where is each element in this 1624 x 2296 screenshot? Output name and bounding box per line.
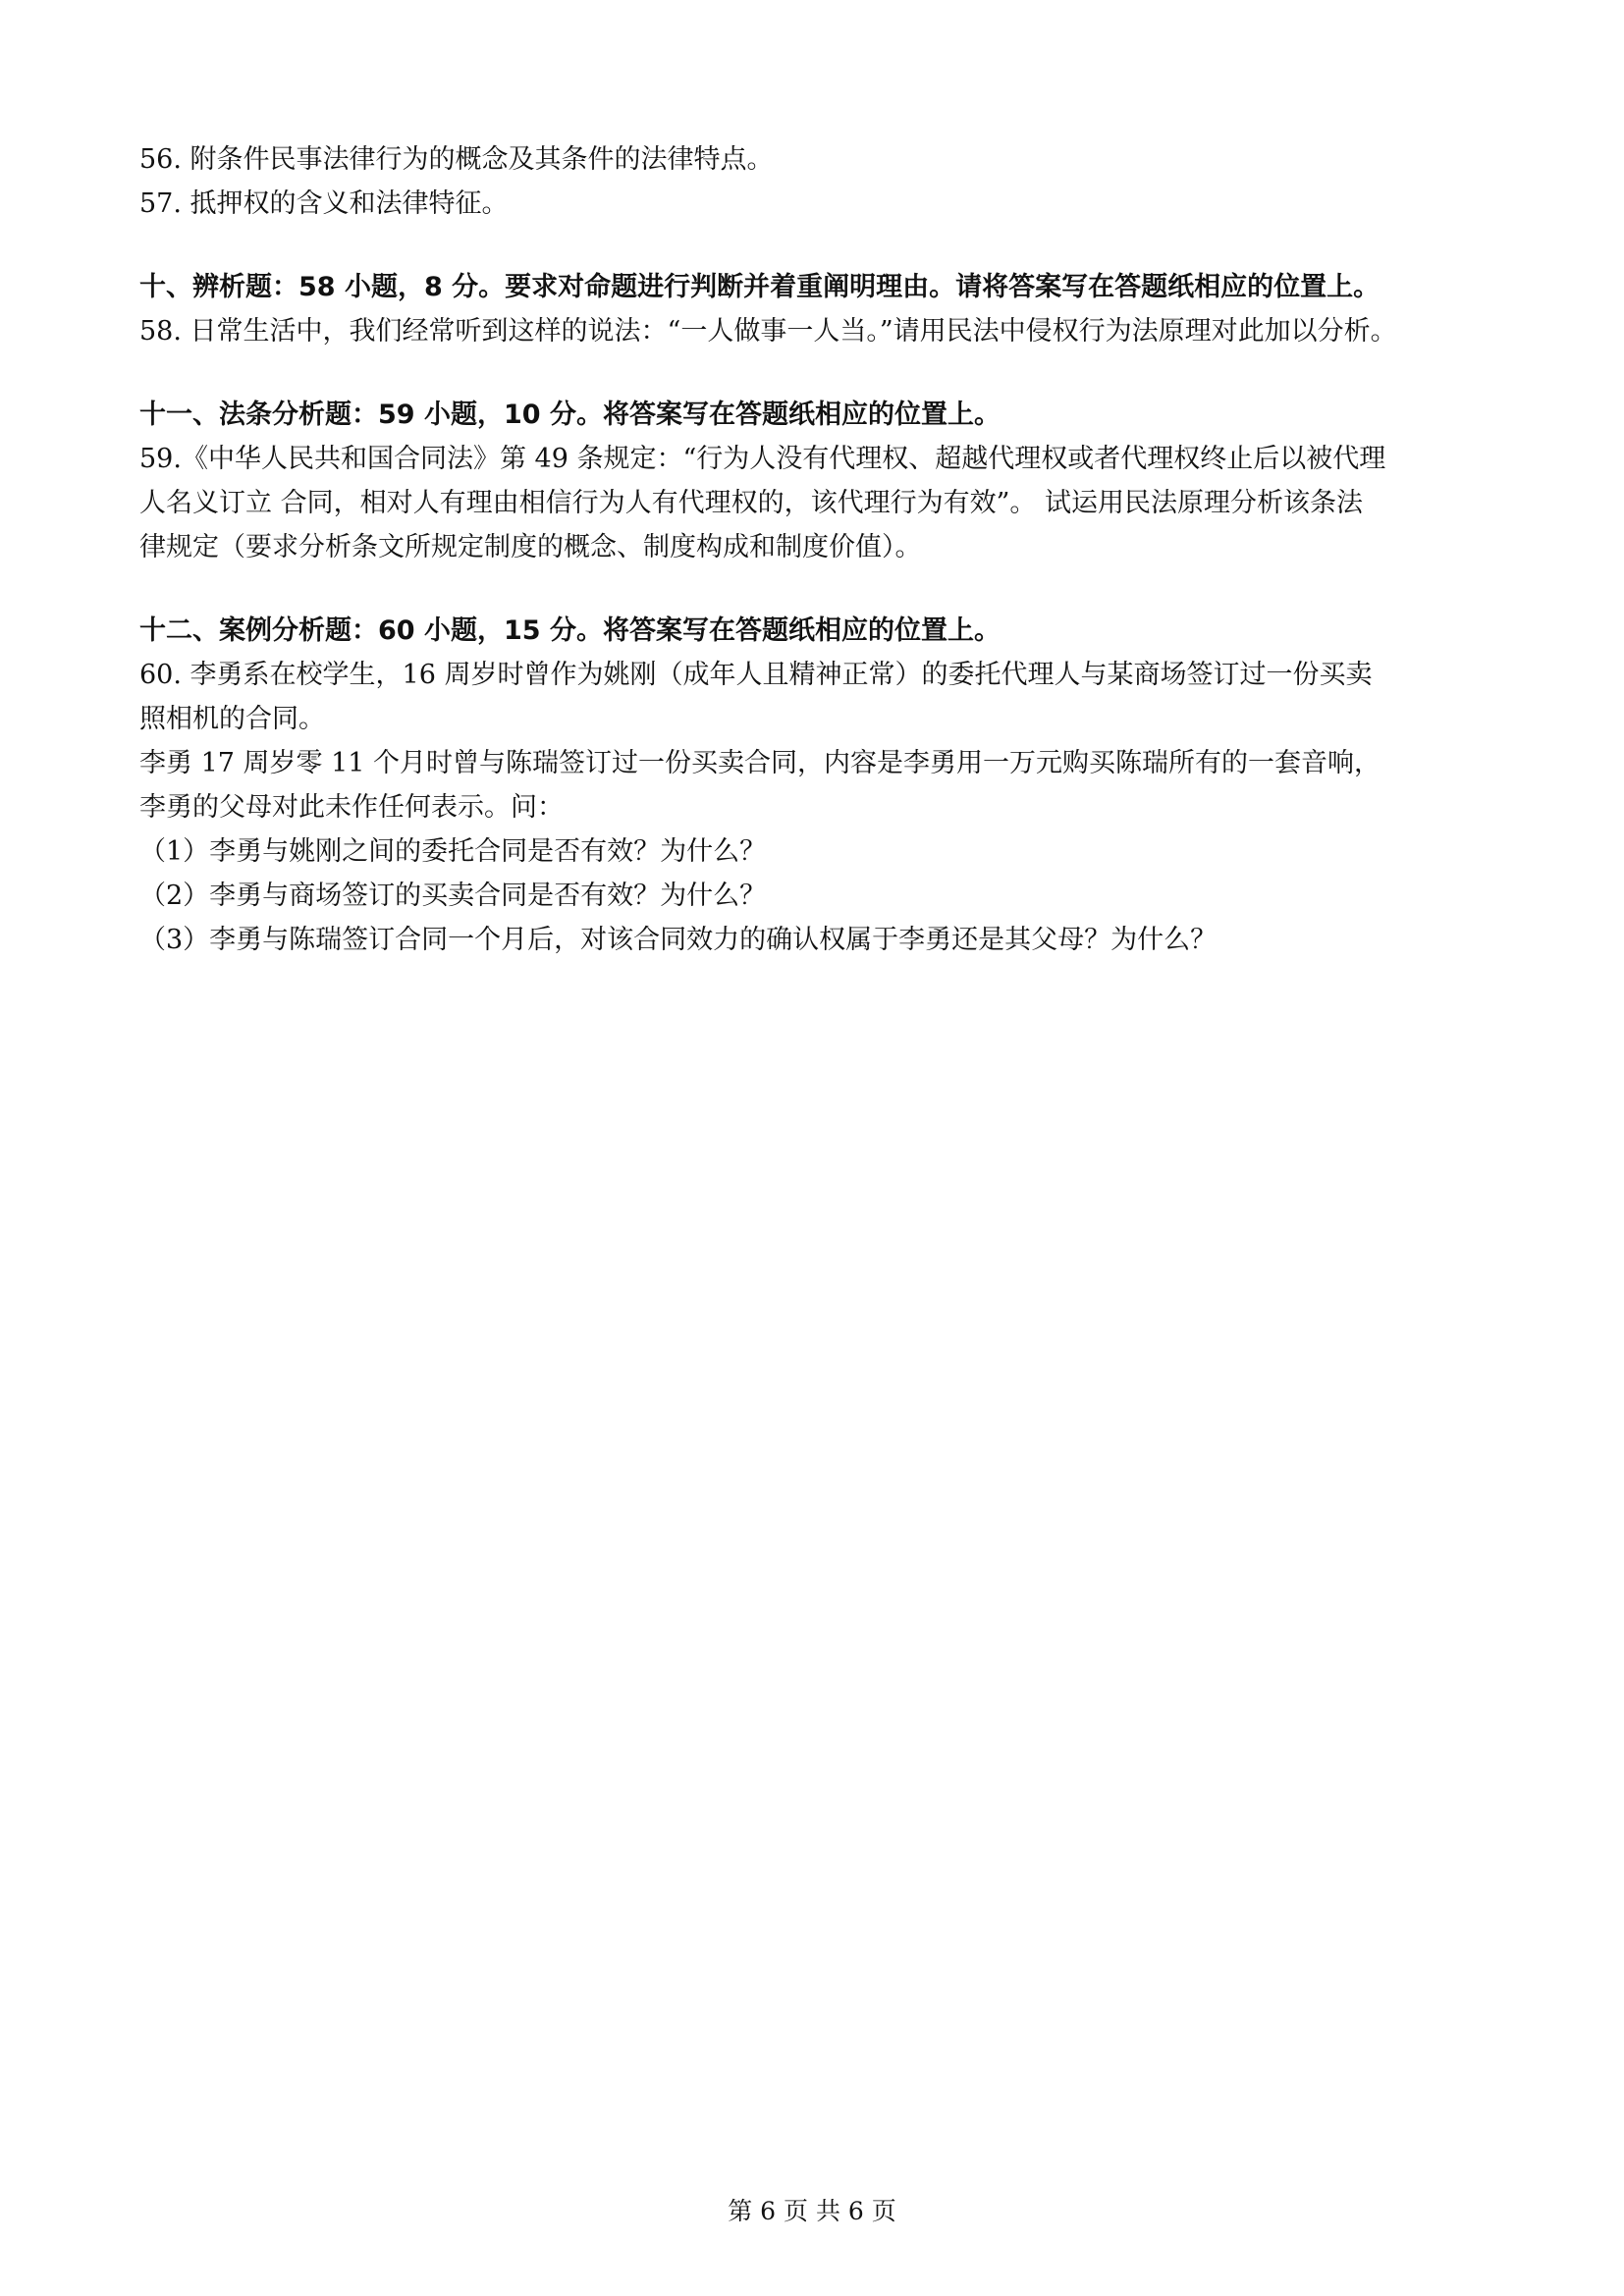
question-60-line-3: 李勇 17 周岁零 11 个月时曾与陈瑞签订过一份买卖合同，内容是李勇用一万元购买陈瑞所有的一套音响， — [139, 748, 1381, 778]
question-60-line-4: 李勇的父母对此未作任何表示。问： — [139, 792, 564, 823]
sub-question-1: （1）李勇与姚刚之间的委托合同是否有效？为什么？ — [139, 836, 767, 867]
sub-question-2: （2）李勇与商场签订的买卖合同是否有效？为什么？ — [139, 881, 767, 911]
sub-question-3: （3）李勇与陈瑞签订合同一个月后，对该合同效力的确认权属于李勇还是其父母？为什么？ — [139, 925, 1218, 955]
question-58: 58. 日常生活中，我们经常听到这样的说法：“一人做事一人当。”请用民法中侵权行为法原理对此加以分析。 — [139, 316, 1397, 347]
spacer — [139, 226, 1494, 265]
section-11-heading: 十一、法条分析题：59 小题，10 分。将答案写在答题纸相应的位置上。 — [139, 400, 1001, 430]
spacer — [139, 569, 1494, 609]
section-12-heading: 十二、案例分析题：60 小题，15 分。将答案写在答题纸相应的位置上。 — [139, 615, 1001, 646]
section-10-heading: 十、辨析题：58 小题，8 分。要求对命题进行判断并着重阐明理由。请将答案写在答题纸相应的位置上。 — [139, 272, 1380, 302]
question-60-line-1: 60. 李勇系在校学生，16 周岁时曾作为姚刚（成年人且精神正常）的委托代理人与某商场签订过一份买卖 — [139, 660, 1373, 690]
page-number-footer: 第 6 页 共 6 页 — [728, 2197, 896, 2225]
question-59-line-3: 律规定（要求分析条文所规定制度的概念、制度构成和制度价值）。 — [139, 532, 922, 562]
question-59-line-1: 59.《中华人民共和国合同法》第 49 条规定：“行为人没有代理权、超越代理权或者代理权终止后以被代理 — [139, 444, 1386, 474]
question-57: 57. 抵押权的含义和法律特征。 — [139, 188, 509, 219]
spacer — [139, 353, 1494, 393]
page-content — [139, 137, 1494, 962]
question-56: 56. 附条件民事法律行为的概念及其条件的法律特点。 — [139, 144, 774, 175]
question-59-line-2: 人名义订立 合同，相对人有理由相信行为人有代理权的，该代理行为有效”。 试运用民法原理分析该条法 — [139, 488, 1363, 518]
question-60-line-2: 照相机的合同。 — [139, 704, 325, 734]
